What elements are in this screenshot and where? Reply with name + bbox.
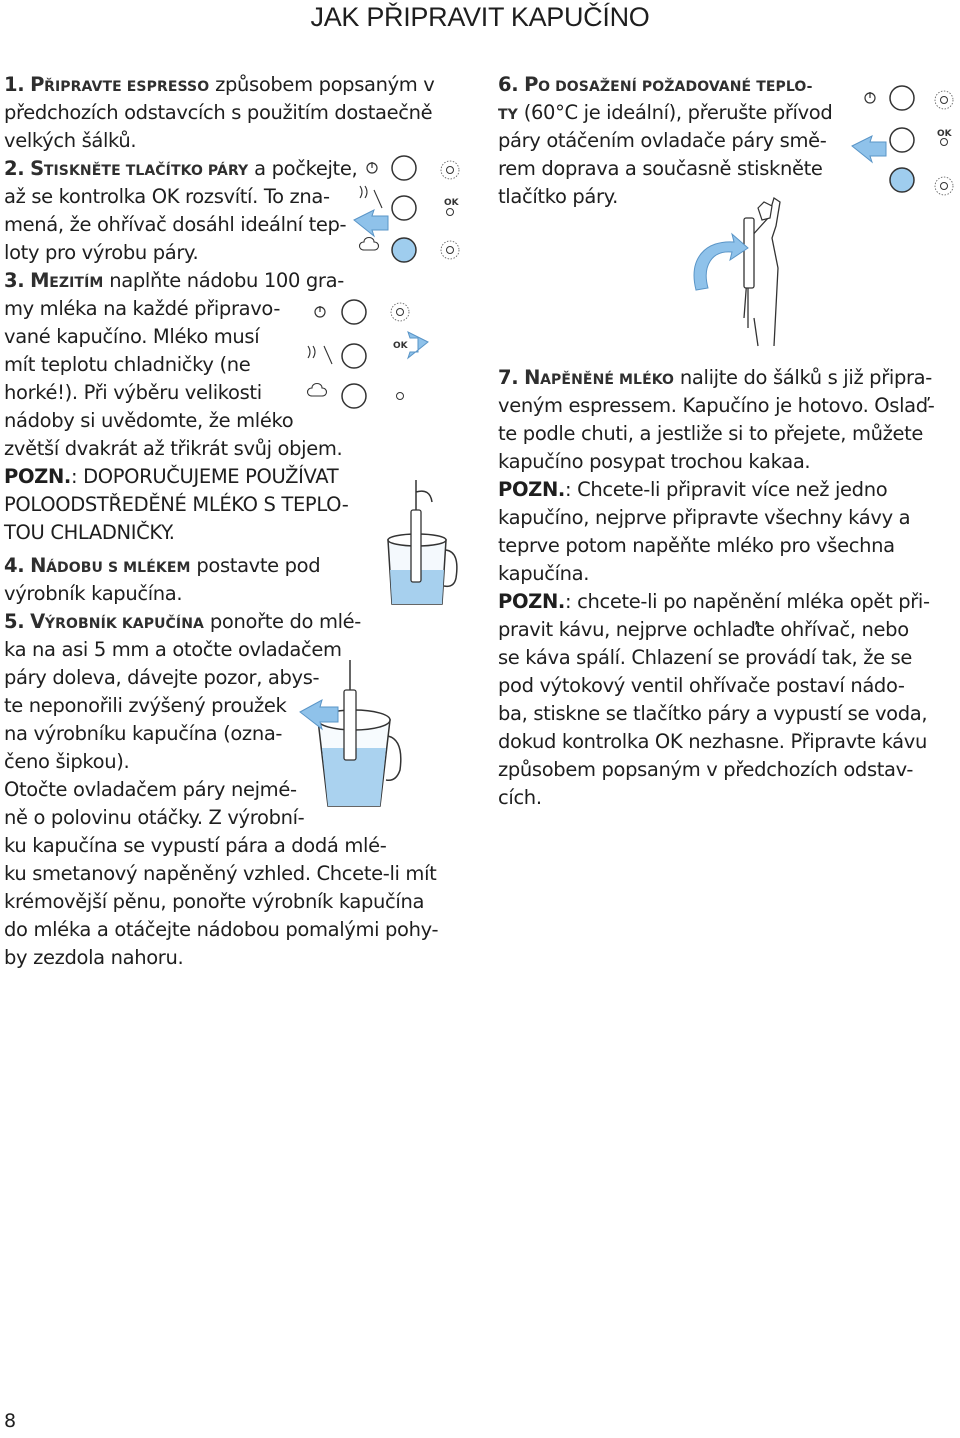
svg-text:OK: OK	[937, 129, 952, 139]
text-line: až se kontrolka OK rozsvítí. To zna-	[4, 185, 330, 208]
text-line: předchozích odstavcích s použitím dostaečně	[4, 101, 433, 124]
svg-text:OK: OK	[393, 341, 408, 351]
text-line: ku smetanový napěněný vzhled. Chcete-li mít	[4, 862, 437, 885]
text-line: velkých šálků.	[4, 129, 137, 152]
arrow-icon	[408, 332, 428, 358]
text-line: nádoby si uvědomte, že mléko	[4, 409, 294, 432]
power-icon	[367, 162, 377, 173]
text-line: se káva spálí. Chlazení se provádí tak, že se	[498, 646, 913, 669]
step-7: 7. NAPĚNĚNÉ MLÉKO nalijte do šálků s již připra-	[498, 366, 932, 389]
steam-button	[890, 128, 914, 152]
steam-icon	[308, 346, 332, 364]
text-line: vané kapučíno. Mléko musí	[4, 325, 260, 348]
frother-figure	[300, 660, 410, 810]
text-line: my mléka na každé připravo-	[4, 297, 281, 320]
steam-button	[342, 344, 366, 368]
text-line: mít teplotu chladničky (ne	[4, 353, 251, 376]
text-line: Otočte ovladačem páry nejmé-	[4, 778, 297, 801]
power-button	[392, 156, 416, 180]
text-line: loty pro výrobu páry.	[4, 241, 199, 264]
text-line: pravit kávu, nejprve ochlaďte ohřívač, nebo	[498, 618, 909, 641]
power-button	[890, 86, 914, 110]
milk-jug-figure	[380, 478, 460, 608]
control-panel-figure-step6	[850, 80, 960, 205]
text-line: pod výtokový ventil ohřívače postaví nádo-	[498, 674, 905, 697]
note-milk: POZN.: DOPORUČUJEME POUŽÍVAT	[4, 465, 339, 488]
text-line: kapučína.	[498, 562, 590, 585]
text-line: kapučíno posypat trochou kakaa.	[498, 450, 811, 473]
text-line: POLOODSTŘEDĚNÉ MLÉKO S TEPLO-	[4, 493, 349, 516]
rotate-arrow-icon	[694, 234, 748, 290]
text-line: veným espressem. Kapučíno je hotovo. Oslaď-	[498, 394, 935, 417]
steam-icon	[360, 186, 382, 208]
text-line: te neponořili zvýšený proužek	[4, 694, 287, 717]
text-line: teprve potom napěňte mléko pro všechna	[498, 534, 895, 557]
text-line: ně o polovinu otáčky. Z výrobní-	[4, 806, 305, 829]
arrow-icon	[852, 136, 886, 162]
step-6: 6. PO DOSAŽENÍ POŽADOVANÉ TEPLO-	[498, 73, 813, 96]
hot-water-button	[342, 384, 366, 408]
note-multiple: POZN.: Chcete-li připravit více než jedno	[498, 478, 888, 501]
text-line: kapučíno, nejprve připravte všechny kávy a	[498, 506, 911, 529]
text-line: horké!). Při výběru velikosti	[4, 381, 262, 404]
hot-water-button-lit	[890, 168, 914, 192]
ok-indicator-icon	[393, 341, 409, 400]
note-cooling: POZN.: chcete-li po napěnění mléka opět při-	[498, 590, 930, 613]
hot-water-icon	[360, 238, 379, 251]
text-line: ku kapučína se vypustí pára a dodá mlé-	[4, 834, 387, 857]
page-title: JAK PŘIPRAVIT KAPUČÍNO	[310, 2, 650, 32]
text-line: způsobem popsaným v předchozích odstav-	[498, 758, 914, 781]
step-5: 5. VÝROBNÍK KAPUČÍNA ponořte do mlé-	[4, 610, 361, 633]
text-line: výrobník kapučína.	[4, 582, 183, 605]
text-line: te podle chuti, a jestliže si to přejete, můžete	[498, 422, 924, 445]
hand-knob-figure	[688, 178, 798, 348]
text-line: dokud kontrolka OK nezhasne. Připravte kávu	[498, 730, 927, 753]
step-3: 3. MEZITÍM naplňte nádobu 100 gra-	[4, 269, 344, 292]
text-line: ba, stiskne se tlačítko páry a vypustí se voda,	[498, 702, 928, 725]
text-line: na výrobníku kapučína (ozna-	[4, 722, 283, 745]
text-line: TY (60°C je ideální), přerušte přívod	[498, 101, 833, 124]
ok-indicator-icon	[937, 129, 953, 146]
control-panel-figure-step3	[300, 290, 430, 415]
step-2: 2. STISKNĚTE TLAČÍTKO PÁRY a počkejte,	[4, 157, 358, 180]
text-line: zvětší dvakrát až třikrát svůj objem.	[4, 437, 343, 460]
power-button	[342, 300, 366, 324]
hot-water-icon	[308, 384, 327, 397]
text-line: páry otáčením ovladače páry smě-	[498, 129, 827, 152]
text-line: rem doprava a současně stiskněte	[498, 157, 823, 180]
text-line: do mléka a otáčejte nádobou pomalými pohy-	[4, 918, 439, 941]
power-icon	[865, 92, 875, 103]
text-line: krémovější pěnu, ponořte výrobník kapučína	[4, 890, 425, 913]
ok-indicator-icon	[444, 198, 460, 216]
control-panel-figure-step2	[352, 150, 472, 275]
text-line: TOU CHLADNIČKY.	[4, 521, 175, 544]
text-line: čeno šipkou).	[4, 750, 130, 773]
text-line: ka na asi 5 mm a otočte ovladačem	[4, 638, 342, 661]
step-1: 1. PŘIPRAVTE ESPRESSO způsobem popsaným v	[4, 73, 435, 96]
steam-button	[392, 196, 416, 220]
text-line: by zezdola nahoru.	[4, 946, 184, 969]
page-number: 8	[4, 1410, 17, 1432]
power-icon	[315, 306, 325, 317]
text-line: cích.	[498, 786, 542, 809]
text-line: mená, že ohřívač dosáhl ideální tep-	[4, 213, 347, 236]
text-line: páry doleva, dávejte pozor, abys-	[4, 666, 320, 689]
hot-water-button-lit	[392, 238, 416, 262]
arrow-icon	[354, 210, 388, 236]
step-4: 4. NÁDOBU S MLÉKEM postavte pod	[4, 554, 321, 577]
text-line: tlačítko páry.	[498, 185, 618, 208]
svg-text:OK: OK	[444, 198, 459, 208]
